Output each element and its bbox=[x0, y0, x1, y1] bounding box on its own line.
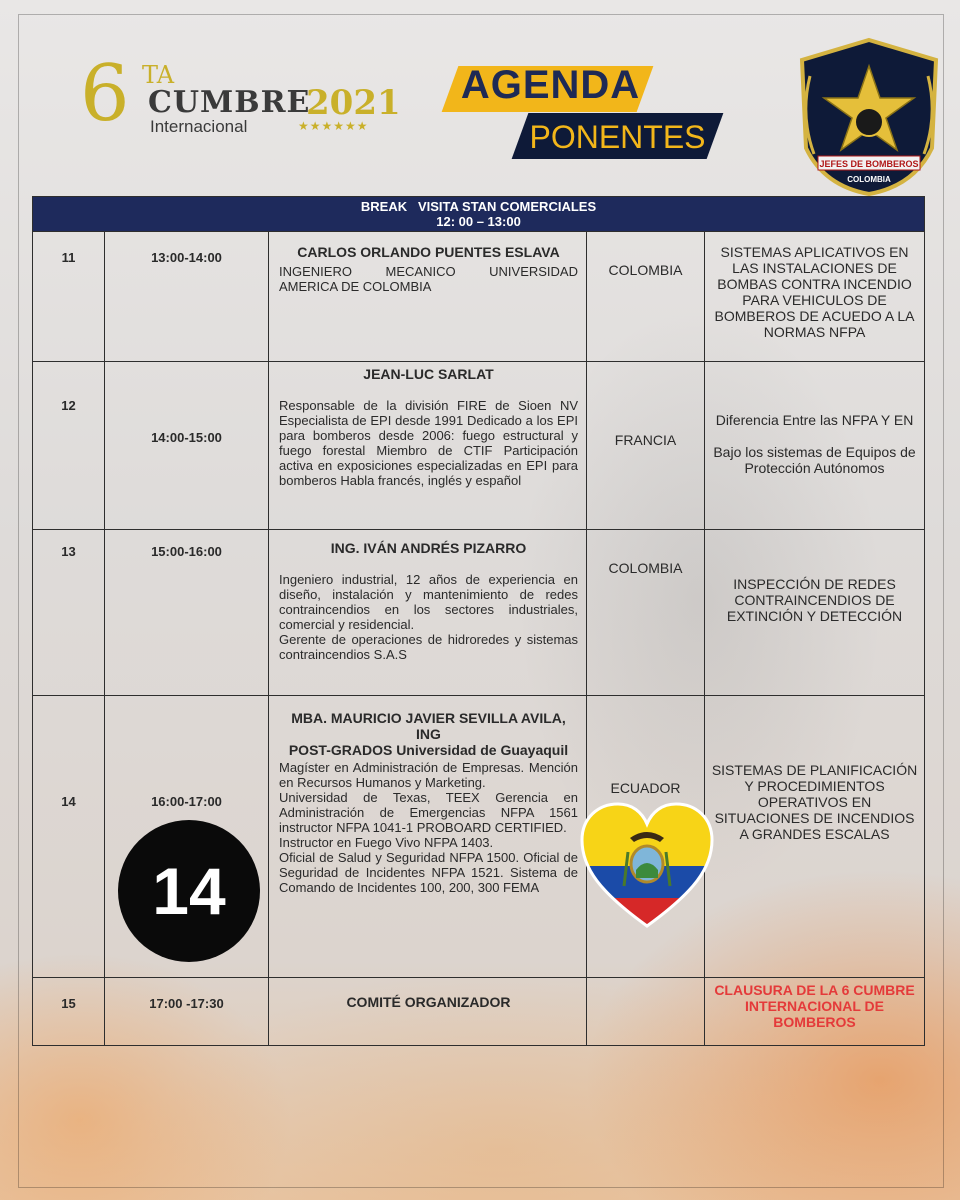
logo-subtitle: Internacional bbox=[150, 117, 248, 136]
speaker-cell bbox=[269, 978, 587, 1046]
speaker-number-circle: 14 bbox=[118, 820, 260, 962]
logo-word: CUMBRE bbox=[148, 85, 311, 120]
table-row bbox=[33, 978, 925, 1046]
row-number: 12 bbox=[33, 362, 105, 530]
speaker-name: COMITÉ ORGANIZADOR bbox=[346, 994, 511, 1010]
topic-cell bbox=[705, 362, 925, 530]
speaker-cell bbox=[269, 232, 587, 362]
table-row bbox=[33, 232, 925, 362]
speaker-cell bbox=[269, 696, 587, 978]
speaker-description: INGENIERO MECANICO UNIVERSIDAD AMERICA DE COLOMBIA bbox=[279, 264, 578, 294]
row-time: 13:00-14:00 bbox=[105, 232, 269, 362]
table-row bbox=[33, 530, 925, 696]
topic-line-1: Diferencia Entre las NFPA Y EN bbox=[715, 412, 914, 428]
row-time: 14:00-15:00 bbox=[105, 362, 269, 530]
row-time: 17:00 -17:30 bbox=[105, 978, 269, 1046]
row-number: 15 bbox=[33, 978, 105, 1046]
logo-number: 6 bbox=[80, 49, 130, 139]
badge-country-text: COLOMBIA bbox=[847, 175, 891, 184]
badge-ribbon-text: JEFES DE BOMBEROS bbox=[819, 159, 919, 169]
ponentes-title: PONENTES bbox=[529, 119, 706, 155]
table-row bbox=[33, 362, 925, 530]
speaker-name: CARLOS ORLANDO PUENTES ESLAVA bbox=[297, 244, 560, 260]
ecuador-flag-heart-icon bbox=[580, 800, 714, 930]
jefes-bomberos-badge bbox=[796, 36, 942, 196]
topic-cell: SISTEMAS APLICATIVOS EN LAS INSTALACIONES DE BOMBAS CONTRA INCENDIO PARA VEHICULOS DE BOMBEROS DE ACUEDO A LA NORMAS NFPA bbox=[705, 232, 925, 362]
speaker-description: Ingeniero industrial, 12 años de experiencia en diseño, instalación y mantenimiento de redes contraincendios en los sectores industriales, comercial y residencial. Gerente de operaciones de hidroredes y sistemas contraincendios S.A.S bbox=[279, 572, 578, 662]
country-cell: ECUADOR bbox=[587, 696, 705, 978]
row-time: 15:00-16:00 bbox=[105, 530, 269, 696]
speaker-description: Responsable de la división FIRE de Sioen NV Especialista de EPI desde 1991 Dedicado a los EPI para bomberos desde 2006: fuego estructural y fuego forestal Miembro de CTIF Participación activa en exposiciones especializadas en EPI para bomberos Habla francés, inglés y español bbox=[279, 398, 578, 488]
cumbre-logo bbox=[80, 49, 410, 150]
country-cell: COLOMBIA bbox=[587, 232, 705, 362]
topic-cell: SISTEMAS DE PLANIFICACIÓN Y PROCEDIMIENTOS OPERATIVOS EN SITUACIONES DE INCENDIOS A GRANDES ESCALAS bbox=[705, 696, 925, 978]
break-banner bbox=[33, 197, 925, 232]
speaker-name: MBA. MAURICIO JAVIER SEVILLA AVILA, ING bbox=[291, 710, 566, 742]
logo-year: 2021 bbox=[306, 83, 401, 123]
logo-stars: ★★★★★★ bbox=[298, 119, 369, 133]
speaker-name: ING. IVÁN ANDRÉS PIZARRO bbox=[330, 540, 527, 556]
row-number: 14 bbox=[33, 696, 105, 978]
speaker-description: Magíster en Administración de Empresas. Mención en Recursos Humanos y Marketing. Universidad de Texas, TEEX Gerencia en Administración de Emergencias NFPA 1561 instructor NFPA 1041-1 PROBOARD CERTIFIED. Instructor en Fuego Vivo NFPA 1403. Oficial de Salud y Seguridad NFPA 1500. Oficial de Seguridad de Incidentes NFPA 1521. Sistema de Comando de Incidentes 100, 200, 300 FEMA bbox=[279, 760, 578, 895]
logo-suffix: TA bbox=[142, 61, 175, 89]
row-number: 13 bbox=[33, 530, 105, 696]
topic-line-2: Bajo los sistemas de Equipos de Protección Autónomos bbox=[713, 444, 916, 476]
speaker-cell bbox=[269, 530, 587, 696]
agenda-title: AGENDA bbox=[460, 63, 641, 107]
closing-topic: CLAUSURA DE LA 6 CUMBRE INTERNACIONAL DE BOMBEROS bbox=[705, 978, 925, 1046]
speaker-cell bbox=[269, 362, 587, 530]
country-cell: COLOMBIA bbox=[587, 530, 705, 696]
country-cell: FRANCIA bbox=[587, 362, 705, 530]
topic-cell: INSPECCIÓN DE REDES CONTRAINCENDIOS DE EXTINCIÓN Y DETECCIÓN bbox=[705, 530, 925, 696]
row-time: 16:00-17:00 bbox=[105, 696, 269, 978]
speaker-postgrad: POST-GRADOS Universidad de Guayaquil bbox=[288, 742, 569, 758]
row-number: 11 bbox=[33, 232, 105, 362]
break-time: 12: 00 – 13:00 bbox=[436, 214, 521, 229]
break-title: BREAK VISITA STAN COMERCIALES bbox=[360, 199, 597, 214]
country-cell bbox=[587, 978, 705, 1046]
break-row bbox=[33, 197, 925, 232]
speaker-name: JEAN-LUC SARLAT bbox=[363, 366, 494, 382]
